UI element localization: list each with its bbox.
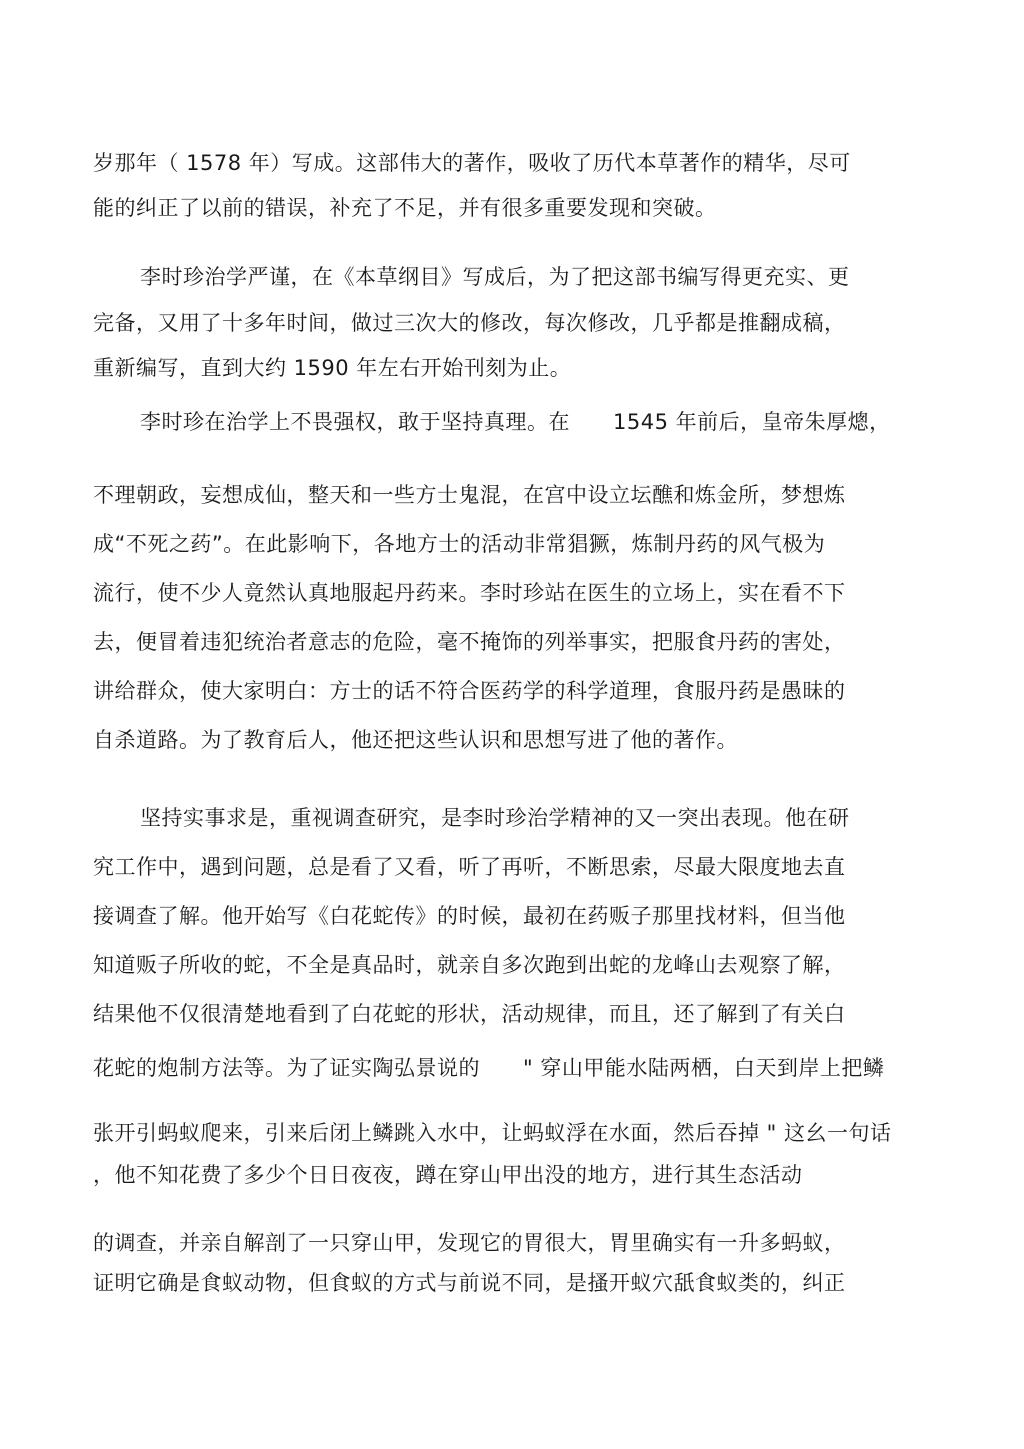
text-line: 坚持实事求是，重视调查研究，是李时珍治学精神的又一突出表现。他在研 xyxy=(140,806,850,830)
text-line: 证明它确是食蚁动物，但食蚁的方式与前说不同，是搔开蚁穴舐食蚁类的，纠正 xyxy=(93,1271,846,1295)
text-line: 能的纠正了以前的错误，补充了不足，并有很多重要发现和突破。 xyxy=(93,196,717,220)
text-line: 成“不死之药”。在此影响下，各地方士的活动非常猖獗，炼制丹药的风气极为 xyxy=(93,532,826,556)
text-line: 岁那年（ 1578 年）写成。这部伟大的著作，吸收了历代本草著作的精华，尽可 xyxy=(93,151,851,175)
text-line: 的调查，并亲自解剖了一只穿山甲，发现它的胃很大，胃里确实有一升多蚂蚁， xyxy=(93,1231,846,1255)
text-line: 张开引蚂蚁爬来，引来后闭上鳞跳入水中，让蚂蚁浮在水面，然后吞掉 " 这幺一句话 xyxy=(93,1121,892,1145)
text-line: 李时珍治学严谨，在《本草纲目》写成后，为了把这部书编写得更充实、更 xyxy=(140,265,850,289)
text-line: ，他不知花费了多少个日日夜夜，蹲在穿山甲出没的地方，进行其生态活动 xyxy=(93,1163,803,1187)
text-line: 不理朝政，妄想成仙，整天和一些方士鬼混，在宫中设立坛醮和炼金所，梦想炼 xyxy=(93,483,846,507)
text-line: 结果他不仅很清楚地看到了白花蛇的形状，活动规律，而且，还了解到了有关白 xyxy=(93,1002,846,1026)
text-line: 完备，又用了十多年时间，做过三次大的修改，每次修改，几乎都是推翻成稿， xyxy=(93,311,846,335)
text-line: 自杀道路。为了教育后人，他还把这些认识和思想写进了他的著作。 xyxy=(93,728,738,752)
text-line: 知道贩子所收的蛇，不全是真品时，就亲自多次跑到出蛇的龙峰山去观察了解， xyxy=(93,953,846,977)
text-line: 究工作中，遇到问题，总是看了又看，听了再听，不断思索，尽最大限度地去直 xyxy=(93,855,846,879)
text-line: 接调查了解。他开始写《白花蛇传》的时候，最初在药贩子那里找材料，但当他 xyxy=(93,904,846,928)
text-line: 流行，使不少人竟然认真地服起丹药来。李时珍站在医生的立场上，实在看不下 xyxy=(93,581,846,605)
text-line: 重新编写，直到大约 1590 年左右开始刊刻为止。 xyxy=(93,356,572,380)
text-line: 去，便冒着违犯统治者意志的危险，毫不掩饰的列举事实，把服食丹药的害处， xyxy=(93,630,846,654)
text-line: 李时珍在治学上不畏强权，敢于坚持真理。在 1545 年前后，皇帝朱厚熜， xyxy=(140,410,891,434)
text-line: 花蛇的炮制方法等。为了证实陶弘景说的 " 穿山甲能水陆两栖，白天到岸上把鳞 xyxy=(93,1056,885,1080)
text-line: 讲给群众，使大家明白：方士的话不符合医药学的科学道理，食服丹药是愚昧的 xyxy=(93,679,846,703)
